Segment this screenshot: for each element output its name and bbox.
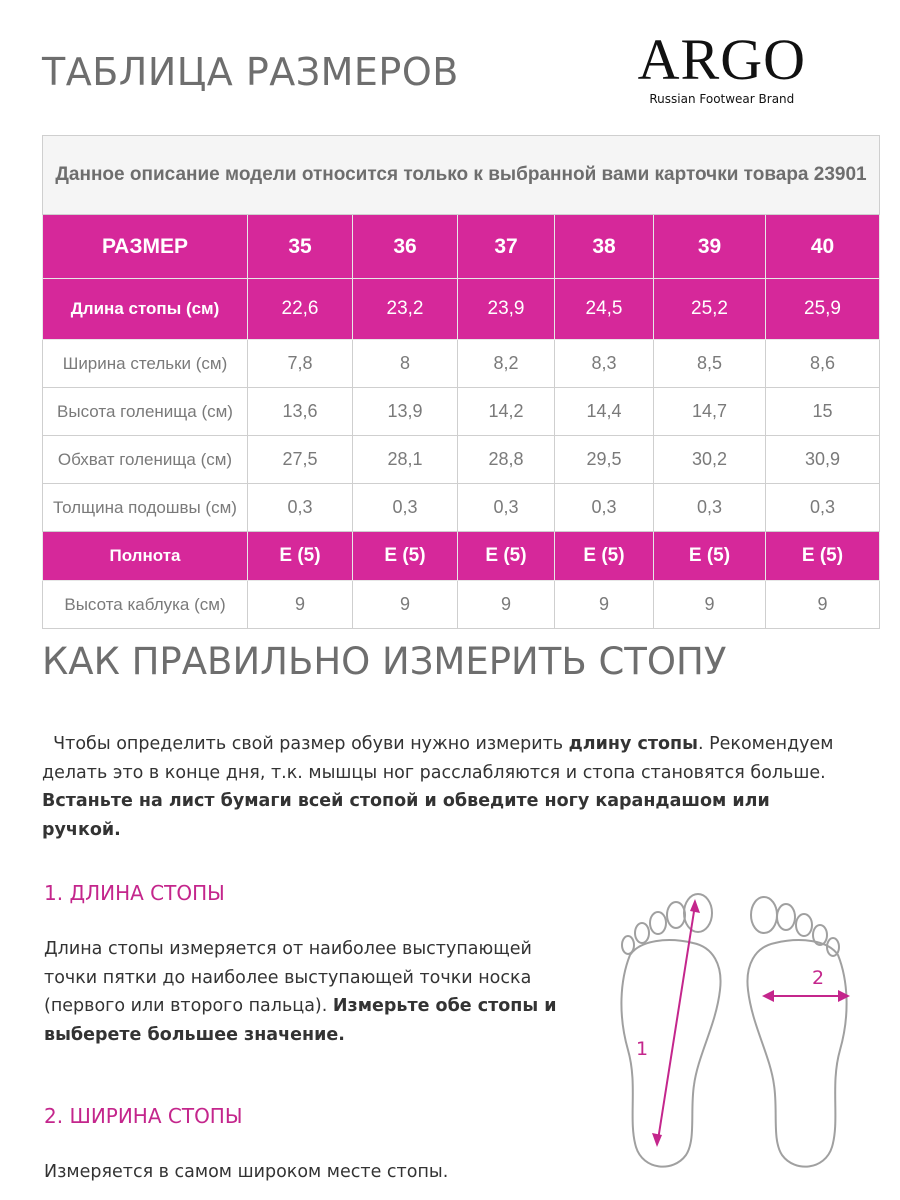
section-length-title: 1. ДЛИНА СТОПЫ: [44, 881, 225, 905]
table-cell: E (5): [766, 532, 880, 581]
table-cell: 8,5: [654, 340, 766, 388]
table-cell: 8,2: [458, 340, 555, 388]
table-cell: E (5): [248, 532, 353, 581]
feet-diagram: [598, 885, 863, 1175]
width-arrow: [762, 990, 850, 1002]
table-cell: 23,9: [458, 279, 555, 340]
table-cell: 28,1: [353, 436, 458, 484]
size-table: [42, 135, 880, 629]
table-cell: 13,9: [353, 388, 458, 436]
table-cell: 15: [766, 388, 880, 436]
section-length-body: Длина стопы измеряется от наиболее выступающей точки пятки до наиболее выступающей точки носка (первого или второго пальца).: [44, 939, 532, 1016]
size-header-label: РАЗМЕР: [43, 215, 248, 279]
size-header-cell: 38: [555, 215, 654, 279]
table-cell: 13,6: [248, 388, 353, 436]
table-cell: 30,2: [654, 436, 766, 484]
left-foot-outline: [621, 894, 720, 1167]
table-cell: 22,6: [248, 279, 353, 340]
table-cell: 24,5: [555, 279, 654, 340]
table-cell: 9: [654, 581, 766, 629]
row-label: Полнота: [43, 532, 248, 581]
guide-intro: [42, 730, 852, 844]
guide-title: КАК ПРАВИЛЬНО ИЗМЕРИТЬ СТОПУ: [42, 640, 727, 683]
table-cell: 9: [766, 581, 880, 629]
table-cell: 14,4: [555, 388, 654, 436]
table-note: Данное описание модели относится только к выбранной вами карточки товара 23901: [43, 136, 880, 215]
intro-bold-1: длину стопы: [568, 734, 698, 754]
brand-logo: [637, 27, 806, 106]
table-cell: 28,8: [458, 436, 555, 484]
row-label: Ширина стельки (см): [43, 340, 248, 388]
table-cell: 7,8: [248, 340, 353, 388]
table-row: [43, 532, 880, 581]
table-cell: 8,6: [766, 340, 880, 388]
table-cell: 9: [248, 581, 353, 629]
size-header-cell: 37: [458, 215, 555, 279]
table-row: [43, 340, 880, 388]
table-cell: 9: [555, 581, 654, 629]
size-header-cell: 40: [766, 215, 880, 279]
table-cell: 0,3: [654, 484, 766, 532]
table-cell: 25,9: [766, 279, 880, 340]
right-foot-outline: [747, 897, 846, 1167]
table-cell: E (5): [353, 532, 458, 581]
row-label: Высота голенища (см): [43, 388, 248, 436]
page-title: ТАБЛИЦА РАЗМЕРОВ: [42, 50, 459, 94]
section-width-title: 2. ШИРИНА СТОПЫ: [44, 1104, 243, 1128]
table-cell: 23,2: [353, 279, 458, 340]
row-label: Высота каблука (см): [43, 581, 248, 629]
table-cell: 0,3: [555, 484, 654, 532]
size-header-cell: 39: [654, 215, 766, 279]
size-header-cell: 35: [248, 215, 353, 279]
width-label: 2: [812, 967, 825, 989]
table-cell: 0,3: [458, 484, 555, 532]
intro-text-2: . Рекомендуем делать это в конце дня, т.к. мышцы ног расслабляются и стопа становятся больше.: [42, 734, 834, 783]
row-label: Толщина подошвы (см): [43, 484, 248, 532]
table-cell: 29,5: [555, 436, 654, 484]
table-cell: 25,2: [654, 279, 766, 340]
table-cell: 0,3: [766, 484, 880, 532]
table-row: [43, 581, 880, 629]
table-cell: 14,2: [458, 388, 555, 436]
table-cell: 9: [353, 581, 458, 629]
brand-tagline: Russian Footwear Brand: [649, 92, 795, 106]
table-cell: 27,5: [248, 436, 353, 484]
table-cell: 9: [458, 581, 555, 629]
intro-text-1: Чтобы определить свой размер обуви нужно измерить: [53, 734, 569, 754]
table-cell: 0,3: [248, 484, 353, 532]
size-header-row: [43, 215, 880, 279]
table-row: [43, 436, 880, 484]
table-row: [43, 388, 880, 436]
length-label: 1: [636, 1038, 649, 1060]
table-cell: E (5): [458, 532, 555, 581]
row-label: Длина стопы (см): [43, 279, 248, 340]
table-cell: 0,3: [353, 484, 458, 532]
section-length-text: [44, 935, 564, 1049]
size-header-cell: 36: [353, 215, 458, 279]
intro-bold-2: Встаньте на лист бумаги всей стопой и обведите ногу карандашом или ручкой.: [42, 791, 770, 840]
row-label: Обхват голенища (см): [43, 436, 248, 484]
section-length-bold: Измерьте обе стопы и выберете большее значение.: [44, 996, 557, 1045]
table-cell: 30,9: [766, 436, 880, 484]
section-width-text: Измеряется в самом широком месте стопы.: [44, 1162, 449, 1182]
table-cell: 8,3: [555, 340, 654, 388]
table-cell: E (5): [555, 532, 654, 581]
table-row: [43, 484, 880, 532]
brand-name: ARGO: [637, 27, 806, 92]
table-row: [43, 279, 880, 340]
table-cell: 8: [353, 340, 458, 388]
table-cell: 14,7: [654, 388, 766, 436]
table-cell: E (5): [654, 532, 766, 581]
